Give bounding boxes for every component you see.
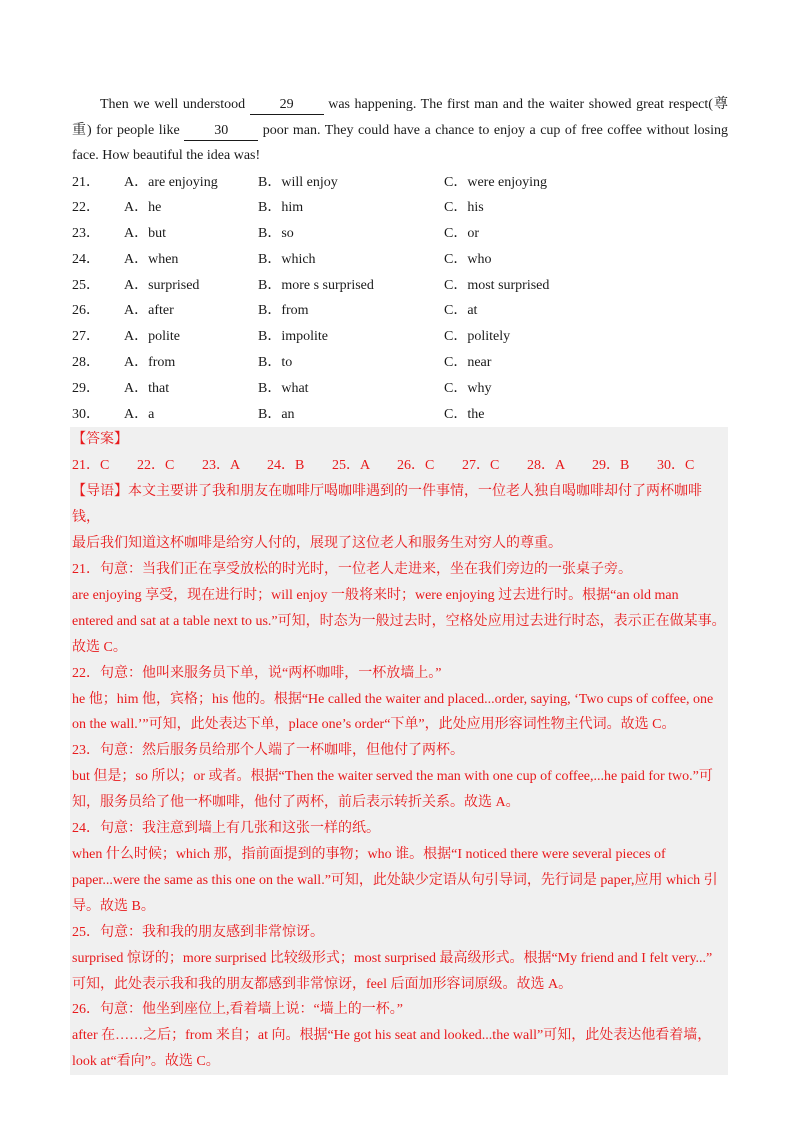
question-row <box>72 247 728 273</box>
option-b: B．impolite <box>258 329 328 345</box>
question-number: 26． <box>72 303 100 319</box>
option-c: C．his <box>444 200 484 216</box>
option-a: A．a <box>124 406 155 422</box>
question-number: 22． <box>72 200 100 216</box>
explanation-line: 22．句意：他叫来服务员下单，说“两杯咖啡，一杯放墙上。” <box>72 665 442 681</box>
option-b: B．an <box>258 406 295 422</box>
explanation-line: 可知，此处表示我和我的朋友都感到非常惊讶，feel 后面加形容词原级。故选 A。 <box>72 976 573 992</box>
option-a: A．he <box>124 200 162 216</box>
question-number: 30． <box>72 406 100 422</box>
question-row <box>72 298 728 324</box>
question-row <box>72 170 728 196</box>
explanation-line: 26．句意：他坐到座位上,看着墙上说：“墙上的一杯。” <box>72 1002 403 1018</box>
option-b: B．so <box>258 226 294 242</box>
explanation-line: 24．句意：我注意到墙上有几张和这张一样的纸。 <box>72 821 380 837</box>
explanation-line: on the wall.’”可知，此处表达下单，place one’s order“下单”，此处应用形容词性物主代词。故选 C。 <box>72 717 676 733</box>
option-a: A．are enjoying <box>124 174 218 190</box>
explanation-line: 最后我们知道这杯咖啡是给穷人付的，展现了这位老人和服务生对穷人的尊重。 <box>72 536 562 552</box>
explanation-line: after 在……之后；from 来自；at 向。根据“He got his seat and looked...the wall”可知，此处表达他看着墙， <box>72 1028 712 1044</box>
explanation-line: 21．句意：当我们正在享受放松的时光时，一位老人走进来，坐在我们旁边的一张桌子旁。 <box>72 562 632 577</box>
question-number: 29． <box>72 380 100 396</box>
question-row <box>72 402 728 428</box>
question-number: 27． <box>72 329 100 345</box>
blank-30: 30 <box>184 122 258 141</box>
option-b: B．him <box>258 200 304 216</box>
explanation-line: 【导语】本文主要讲了我和朋友在咖啡厅喝咖啡遇到的一件事情，一位老人独自喝咖啡却付了两杯咖啡钱， <box>72 484 702 526</box>
explanation-line: he 他；him 他，宾格；his 他的。根据“He called the waiter and placed...order, saying, ‘Two cups of coffee, one <box>72 691 714 707</box>
option-a: A．surprised <box>124 277 200 293</box>
question-number: 28． <box>72 355 100 371</box>
option-b: B．more s surprised <box>258 277 374 293</box>
explanation-line: 23．句意：然后服务员给那个人端了一杯咖啡，但他付了两杯。 <box>72 743 464 759</box>
answer-key: 21．C <box>72 458 110 474</box>
question-number: 21． <box>72 174 100 190</box>
answer-heading: 【答案】 <box>72 432 128 448</box>
explanation-line: are enjoying 享受，现在进行时；will enjoy 一般将来时；were enjoying 过去进行时。根据“an old man <box>72 587 679 603</box>
answer-section <box>70 427 728 1075</box>
explanation-line: paper...were the same as this one on the wall.”可知，此处缺少定语从句引导词，先行词是 paper,应用 which 引 <box>72 872 718 888</box>
option-a: A．from <box>124 355 176 371</box>
option-c: C．at <box>444 303 478 319</box>
explanation-line: when 什么时候；which 那，指前面提到的事物；who 谁。根据“I noticed there were several pieces of <box>72 846 666 862</box>
question-number: 23． <box>72 226 100 242</box>
answer-key: 29．B <box>592 458 630 474</box>
option-a: A．polite <box>124 329 180 345</box>
option-c: C．most surprised <box>444 277 550 293</box>
question-number: 25． <box>72 277 100 293</box>
option-b: B．from <box>258 303 309 319</box>
explanation-block <box>72 479 728 1075</box>
explanation-line: 知，服务员给了他一杯咖啡，他付了两杯，前后表示转折关系。故选 A。 <box>72 795 520 811</box>
document-page <box>72 92 728 1075</box>
option-b: B．to <box>258 355 293 371</box>
option-a: A．after <box>124 303 174 319</box>
question-row <box>72 221 728 247</box>
answer-key: 25．A <box>332 458 371 474</box>
answer-key: 24．B <box>267 458 305 474</box>
answer-key: 30．C <box>657 458 695 474</box>
option-c: C．the <box>444 406 485 422</box>
blank-29: 29 <box>250 96 324 115</box>
option-b: B．which <box>258 251 316 267</box>
option-a: A．that <box>124 380 170 396</box>
answer-key: 23．A <box>202 458 241 474</box>
question-row <box>72 324 728 350</box>
answer-key: 26．C <box>397 458 435 474</box>
option-c: C．were enjoying <box>444 174 548 190</box>
answer-key: 27．C <box>462 458 500 474</box>
explanation-line: look at“看向”。故选 C。 <box>72 1054 220 1070</box>
question-row <box>72 350 728 376</box>
explanation-line: 25．句意：我和我的朋友感到非常惊讶。 <box>72 924 324 940</box>
explanation-line: 故选 C。 <box>72 639 127 655</box>
option-b: B．what <box>258 380 309 396</box>
option-c: C．politely <box>444 329 511 345</box>
question-row <box>72 273 728 299</box>
question-number: 24． <box>72 251 100 267</box>
explanation-line: surprised 惊讶的；more surprised 比较级形式；most surprised 最高级形式。根据“My friend and I felt very...” <box>72 950 713 966</box>
option-c: C．why <box>444 380 492 396</box>
option-c: C．or <box>444 226 479 242</box>
explanation-line: but 但是；so 所以；or 或者。根据“Then the waiter served the man with one cup of coffee,...he paid for two.”可 <box>72 769 713 785</box>
answer-key-row <box>72 453 728 479</box>
option-a: A．but <box>124 226 166 242</box>
question-list <box>72 170 728 428</box>
option-c: C．near <box>444 355 492 371</box>
passage-text-1: Then we well understood <box>100 97 250 112</box>
question-row <box>72 376 728 402</box>
question-row <box>72 195 728 221</box>
explanation-line: 导。故选 B。 <box>72 898 155 914</box>
passage-text-3: poor man. They could have a chance to enjoy a cup of free coffee without losing face. How beautiful the idea was! <box>72 122 729 163</box>
passage-paragraph <box>72 92 728 169</box>
option-a: A．when <box>124 251 179 267</box>
explanation-line: entered and sat at a table next to us.”可知，时态为一般过去时，空格处应用过去进行时态，表示正在做某事。 <box>72 613 726 629</box>
option-c: C．who <box>444 251 492 267</box>
answer-key: 22．C <box>137 458 175 474</box>
passage-text-2: was happening. The first man and the waiter showed great respect(尊重) for people like <box>72 97 728 138</box>
option-b: B．will enjoy <box>258 174 338 190</box>
answer-key: 28．A <box>527 458 566 474</box>
